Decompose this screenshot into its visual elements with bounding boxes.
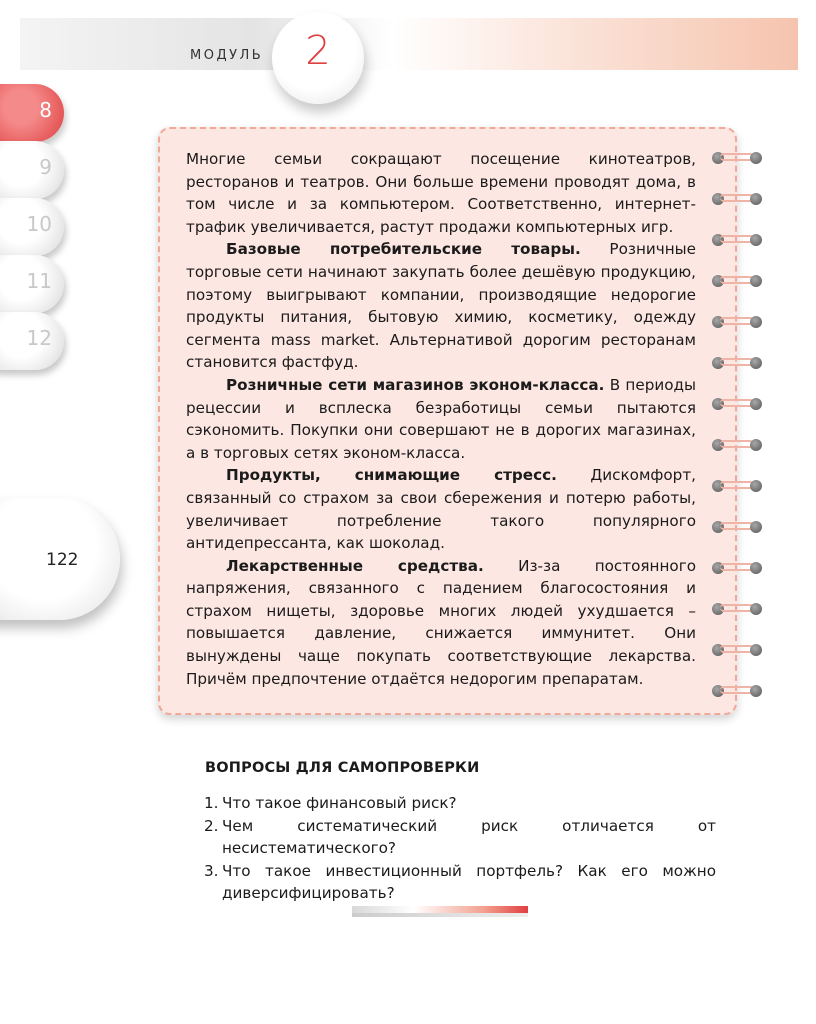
question-item [204, 792, 716, 815]
question-number: 2. [204, 816, 219, 835]
card-paragraph-5-title: Лекарственные средства. [226, 556, 484, 575]
card-paragraph-1: Многие семьи сокращают посещение кинотеатров, ресторанов и театров. Они больше времени проводят дома, в том числе и за компьютером. Соответственно, интернет-трафик увеличивается, растут продажи компьютерных игр. [186, 150, 696, 236]
page-number: 122 [46, 550, 79, 570]
card-paragraph-5 [186, 555, 696, 691]
spiral-ring-icon [712, 273, 768, 289]
spiral-ring-icon [712, 683, 768, 699]
spiral-ring-icon [712, 437, 768, 453]
spiral-ring-icon [712, 519, 768, 535]
chapter-tab-label: 12 [26, 326, 52, 350]
question-text: Что такое финансовый риск? [222, 794, 457, 812]
card-paragraph-3-title: Розничные сети магазинов эконом-класса. [226, 375, 605, 394]
spiral-ring-icon [712, 396, 768, 412]
question-item [204, 815, 716, 860]
card-paragraph-4-text: Дискомфорт, связанный со страхом за свои сбережения и потерю работы, увеличивает потребление такого популярного антидепрессанта, как шоколад. [186, 466, 697, 553]
card-paragraph-2 [186, 238, 696, 374]
spiral-ring-icon [712, 478, 768, 494]
card-paragraph-4-title: Продукты, снимающие стресс. [226, 466, 557, 485]
spiral-ring-icon [712, 232, 768, 248]
card-paragraph-3-text: В периоды рецессии и всплеска безработицы семьи пытаются сэкономить. Покупки они совершают не в дорогих магазинах, а в торговых сетях эконом-класса. [186, 375, 696, 462]
question-text: Что такое инвестиционный портфель? Как его можно диверсифицировать? [222, 861, 716, 903]
chapter-tab-9[interactable] [0, 141, 64, 199]
spiral-ring-icon [712, 642, 768, 658]
question-number: 1. [204, 794, 219, 812]
bottom-decor-bar-shadow [352, 913, 528, 917]
chapter-tab-label: 9 [39, 155, 52, 179]
module-label: МОДУЛЬ [190, 48, 264, 63]
chapter-tab-8[interactable] [0, 84, 64, 142]
chapter-tab-label: 11 [26, 269, 52, 293]
chapter-tab-label: 10 [26, 212, 52, 236]
card-text [186, 148, 696, 690]
bottom-decor-bar [352, 906, 528, 913]
card-paragraph-4 [186, 464, 696, 554]
card-paragraph-2-text: Розничные торговые сети начинают закупать более дешёвую продукцию, поэтому выигрывают компании, производящие недорогие продукты питания, бытовую химию, косметику, одежду сегмента mass market. Альтернативой дорогим ресторанам становится фастфуд. [186, 240, 696, 372]
spiral-ring-icon [712, 150, 768, 166]
spiral-ring-icon [712, 191, 768, 207]
question-text: Чем систематический риск отличается от несистематического? [222, 816, 716, 858]
questions-list [204, 792, 716, 905]
card-paragraph-5-text: Из-за постоянного напряжения, связанного с падением благосостояния и страхом нищеты, здоровье многих людей ухудшается – повышается давление, снижается иммунитет. Они вынуждены чаще покупать соответствующие лекарства. Причём предпочтение отдаётся недорогим препаратам. [186, 556, 696, 688]
spiral-ring-icon [712, 601, 768, 617]
chapter-tab-12[interactable] [0, 312, 64, 370]
question-item [204, 860, 716, 905]
card-paragraph-3 [186, 374, 696, 464]
spiral-ring-icon [712, 355, 768, 371]
chapter-tab-11[interactable] [0, 255, 64, 313]
chapter-tab-label: 8 [39, 98, 52, 122]
header-band [20, 18, 798, 70]
spiral-binding [712, 150, 772, 710]
question-number: 3. [204, 861, 219, 880]
module-number: 2 [305, 28, 331, 74]
card-paragraph-2-title: Базовые потребительские товары. [226, 240, 581, 259]
questions-title: ВОПРОСЫ ДЛЯ САМОПРОВЕРКИ [205, 760, 480, 776]
chapter-tab-10[interactable] [0, 198, 64, 256]
spiral-ring-icon [712, 314, 768, 330]
spiral-ring-icon [712, 560, 768, 576]
module-badge [272, 12, 364, 104]
